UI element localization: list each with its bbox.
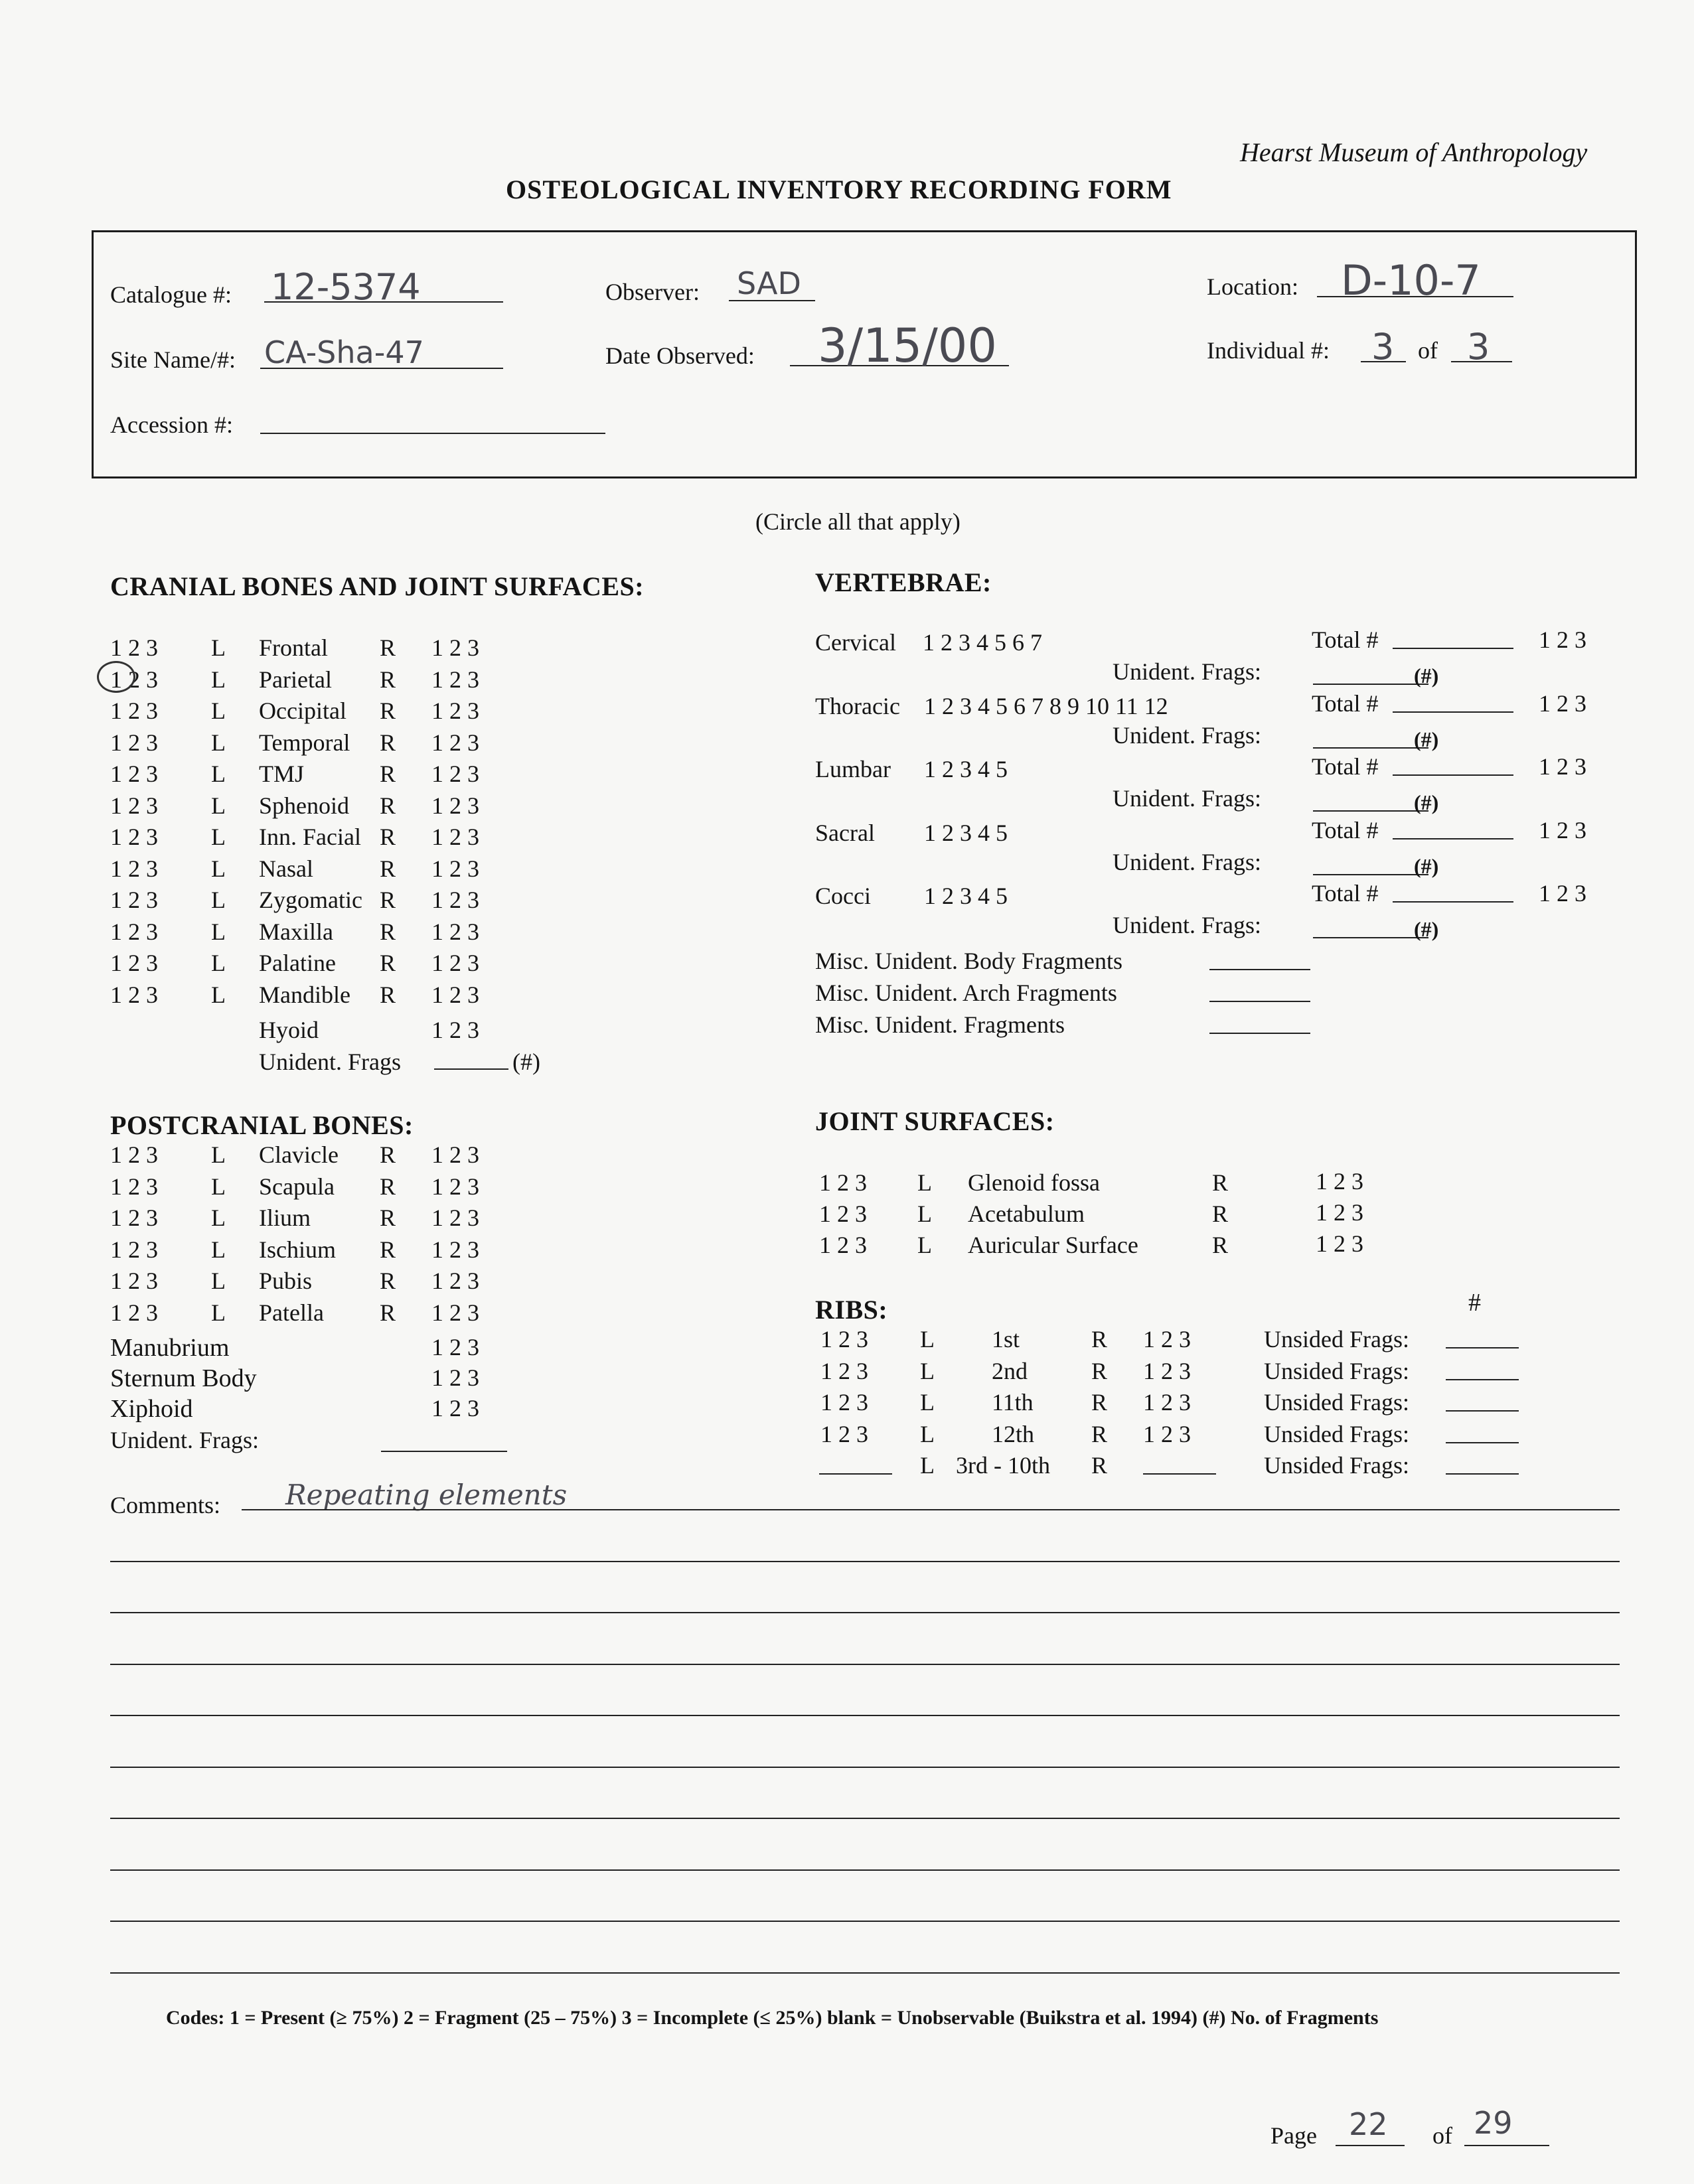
postcranial-left-codes[interactable]: 1 2 3	[110, 1173, 158, 1200]
rib-left-codes[interactable]: 1 2 3	[820, 1421, 868, 1447]
rib-mid-left-marker: L	[920, 1452, 935, 1479]
cranial-right-codes[interactable]: 1 2 3	[431, 887, 479, 913]
unsided-frags-label: Unsided Frags:	[1264, 1358, 1409, 1384]
misc-body-line[interactable]	[1209, 969, 1310, 970]
page-number[interactable]: 22	[1349, 2106, 1388, 2142]
rib-mid-label: 3rd - 10th	[956, 1452, 1050, 1479]
cranial-right-marker: R	[380, 729, 396, 756]
vertebrae-heading: VERTEBRAE:	[815, 567, 992, 597]
accession-line[interactable]	[260, 433, 605, 434]
postcranial-right-codes[interactable]: 1 2 3	[431, 1141, 479, 1168]
ribs-heading: RIBS:	[815, 1295, 888, 1325]
circle-mark	[97, 661, 135, 693]
postcranial-bone-label: Clavicle	[259, 1141, 339, 1168]
cranial-right-marker: R	[380, 697, 396, 724]
vertebra-region-label: Cervical	[815, 629, 896, 656]
postcranial-left-marker: L	[211, 1173, 226, 1200]
joint-heading: JOINT SURFACES:	[815, 1106, 1055, 1136]
rib-right-marker: R	[1091, 1358, 1108, 1384]
misc-arch-line[interactable]	[1209, 1001, 1310, 1002]
postcranial-heading: POSTCRANIAL BONES:	[110, 1110, 414, 1140]
page-total[interactable]: 29	[1474, 2105, 1513, 2141]
unsided-frags-label: Unsided Frags:	[1264, 1326, 1409, 1352]
vertebra-region-label: Thoracic	[815, 693, 900, 719]
cranial-bone-label: Occipital	[259, 697, 346, 724]
date-value[interactable]: 3/15/00	[818, 319, 997, 373]
cranial-right-codes[interactable]: 1 2 3	[431, 666, 479, 693]
comment-line[interactable]	[110, 1561, 1620, 1562]
vertebra-unident-label: Unident. Frags:	[1113, 849, 1261, 875]
vertebra-total-label: Total #	[1312, 817, 1379, 843]
postcranial-right-marker: R	[380, 1141, 396, 1168]
cranial-right-marker: R	[380, 824, 396, 850]
rib-left-codes[interactable]: 1 2 3	[820, 1358, 868, 1384]
vertebra-numbers[interactable]: 1 2 3 4 5	[924, 756, 1008, 782]
postcranial-left-codes[interactable]: 1 2 3	[110, 1141, 158, 1168]
cranial-bone-label: Nasal	[259, 855, 313, 882]
rib-right-codes[interactable]: 1 2 3	[1143, 1389, 1191, 1416]
codes-note: Codes: 1 = Present (≥ 75%) 2 = Fragment (25 – 75%) 3 = Incomplete (≤ 25%) blank = Unobservable (Buikstra et al. 1994) (#) No. of Fragments	[166, 2007, 1379, 2029]
page-label: Page	[1270, 2122, 1317, 2149]
sternum-codes[interactable]: 1 2 3	[431, 1364, 479, 1391]
postcranial-left-codes[interactable]: 1 2 3	[110, 1268, 158, 1294]
cranial-left-codes[interactable]: 1 2 3	[110, 761, 158, 787]
vertebra-numbers[interactable]: 1 2 3 4 5 6 7 8 9 10 11 12	[924, 693, 1168, 719]
postcranial-left-codes[interactable]: 1 2 3	[110, 1299, 158, 1326]
postcranial-left-codes[interactable]: 1 2 3	[110, 1236, 158, 1263]
cranial-left-marker: L	[211, 634, 226, 661]
vertebra-unident-mark: (#)	[1414, 790, 1439, 814]
vertebra-total-label: Total #	[1312, 880, 1379, 907]
cranial-right-codes[interactable]: 1 2 3	[431, 697, 479, 724]
cranial-right-marker: R	[380, 761, 396, 787]
rib-right-marker: R	[1091, 1326, 1108, 1352]
vertebra-numbers[interactable]: 1 2 3 4 5	[924, 883, 1008, 909]
cranial-right-marker: R	[380, 855, 396, 882]
cranial-left-codes[interactable]: 1 2 3	[110, 855, 158, 882]
rib-left-marker: L	[920, 1326, 935, 1352]
postcranial-right-marker: R	[380, 1204, 396, 1231]
cranial-left-codes[interactable]: 1 2 3	[110, 729, 158, 756]
postcranial-left-marker: L	[211, 1268, 226, 1294]
cranial-right-codes[interactable]: 1 2 3	[431, 824, 479, 850]
individual-total[interactable]: 3	[1467, 326, 1490, 368]
comments-label: Comments:	[110, 1492, 221, 1518]
vertebra-unident-label: Unident. Frags:	[1113, 785, 1261, 812]
postcranial-bone-label: Ischium	[259, 1236, 336, 1263]
vertebra-total-line[interactable]	[1393, 901, 1513, 903]
postcranial-left-marker: L	[211, 1236, 226, 1263]
circle-instruction: (Circle all that apply)	[755, 508, 961, 535]
joint-left-codes[interactable]: 1 2 3	[819, 1169, 867, 1196]
cranial-bone-label: Maxilla	[259, 918, 333, 945]
misc-frag-line[interactable]	[1209, 1033, 1310, 1034]
cranial-left-marker: L	[211, 887, 226, 913]
comments-value[interactable]: Repeating elements	[285, 1479, 568, 1511]
vertebra-unident-line[interactable]	[1313, 684, 1428, 685]
postcranial-right-codes[interactable]: 1 2 3	[431, 1204, 479, 1231]
cranial-bone-label: Frontal	[259, 634, 328, 661]
page-number-line	[1336, 2145, 1405, 2146]
vertebra-total-line[interactable]	[1393, 711, 1513, 713]
cranial-left-marker: L	[211, 666, 226, 693]
joint-left-codes[interactable]: 1 2 3	[819, 1232, 867, 1258]
comment-line[interactable]	[110, 1869, 1620, 1871]
vertebra-unident-line[interactable]	[1313, 747, 1428, 749]
vertebra-codes[interactable]: 1 2 3	[1539, 690, 1586, 717]
cranial-unident-mark: (#)	[512, 1049, 540, 1075]
unsided-frags-label: Unsided Frags:	[1264, 1421, 1409, 1447]
cranial-left-codes[interactable]: 1 2 3	[110, 824, 158, 850]
cranial-right-codes[interactable]: 1 2 3	[431, 855, 479, 882]
date-label: Date Observed:	[605, 342, 755, 369]
joint-right-codes[interactable]: 1 2 3	[1316, 1199, 1363, 1226]
of-label: of	[1418, 337, 1438, 364]
cranial-left-marker: L	[211, 761, 226, 787]
sternum-label: Sternum Body	[110, 1364, 257, 1392]
cranial-right-codes[interactable]: 1 2 3	[431, 982, 479, 1008]
cranial-left-marker: L	[211, 824, 226, 850]
vertebra-numbers[interactable]: 1 2 3 4 5	[924, 820, 1008, 846]
postcranial-right-codes[interactable]: 1 2 3	[431, 1268, 479, 1294]
cranial-right-codes[interactable]: 1 2 3	[431, 792, 479, 819]
vertebra-codes[interactable]: 1 2 3	[1539, 626, 1586, 653]
cranial-unident-line[interactable]	[434, 1068, 508, 1070]
comment-line[interactable]	[110, 1818, 1620, 1819]
cranial-right-marker: R	[380, 918, 396, 945]
unsided-frags-line[interactable]	[1446, 1410, 1519, 1412]
unsided-frags-line[interactable]	[1446, 1347, 1519, 1348]
joint-left-codes[interactable]: 1 2 3	[819, 1201, 867, 1227]
cranial-left-codes[interactable]: 1 2 3	[110, 697, 158, 724]
postcranial-right-marker: R	[380, 1299, 396, 1326]
vertebra-unident-line[interactable]	[1313, 937, 1428, 938]
rib-label: 11th	[992, 1389, 1034, 1416]
vertebra-unident-label: Unident. Frags:	[1113, 658, 1261, 685]
postcranial-bone-label: Patella	[259, 1299, 324, 1326]
site-label: Site Name/#:	[110, 346, 236, 373]
rib-left-codes[interactable]: 1 2 3	[820, 1326, 868, 1352]
joint-label: Glenoid fossa	[968, 1169, 1100, 1196]
rib-label: 2nd	[992, 1358, 1028, 1384]
rib-right-codes[interactable]: 1 2 3	[1143, 1421, 1191, 1447]
form-title: OSTEOLOGICAL INVENTORY RECORDING FORM	[506, 175, 1172, 204]
vertebra-region-label: Lumbar	[815, 756, 891, 782]
cranial-left-marker: L	[211, 855, 226, 882]
xiphoid-codes[interactable]: 1 2 3	[431, 1395, 479, 1421]
cranial-left-codes[interactable]: 1 2 3	[110, 634, 158, 661]
xiphoid-label: Xiphoid	[110, 1395, 193, 1423]
cranial-right-marker: R	[380, 634, 396, 661]
rib-right-marker: R	[1091, 1389, 1108, 1416]
unsided-frags-line[interactable]	[1446, 1379, 1519, 1380]
comment-line[interactable]	[110, 1612, 1620, 1613]
individual-label: Individual #:	[1207, 337, 1330, 364]
comment-line[interactable]	[110, 1972, 1620, 1974]
cranial-left-marker: L	[211, 982, 226, 1008]
rib-left-marker: L	[920, 1421, 935, 1447]
unsided-frags-label: Unsided Frags:	[1264, 1452, 1409, 1479]
rib-label: 12th	[992, 1421, 1035, 1447]
hyoid-codes[interactable]: 1 2 3	[431, 1017, 479, 1043]
joint-right-codes[interactable]: 1 2 3	[1316, 1168, 1363, 1195]
rib-mid-left-line[interactable]	[819, 1473, 892, 1475]
cranial-right-codes[interactable]: 1 2 3	[431, 634, 479, 661]
cranial-bone-label: Parietal	[259, 666, 332, 693]
location-label: Location:	[1207, 273, 1298, 300]
museum-name: Hearst Museum of Anthropology	[1240, 137, 1588, 167]
vertebra-codes[interactable]: 1 2 3	[1539, 817, 1586, 843]
rib-right-marker: R	[1091, 1421, 1108, 1447]
cranial-bone-label: TMJ	[259, 761, 305, 787]
vertebra-total-label: Total #	[1312, 690, 1379, 717]
vertebra-total-line[interactable]	[1393, 774, 1513, 776]
joint-right-marker: R	[1212, 1169, 1229, 1196]
cranial-left-codes[interactable]: 1 2 3	[110, 982, 158, 1008]
cranial-right-codes[interactable]: 1 2 3	[431, 729, 479, 756]
rib-left-codes[interactable]: 1 2 3	[820, 1389, 868, 1416]
postcranial-bone-label: Ilium	[259, 1204, 311, 1231]
cranial-left-codes[interactable]: 1 2 3	[110, 666, 158, 693]
accession-label: Accession #:	[110, 411, 233, 438]
cranial-left-codes[interactable]: 1 2 3	[110, 918, 158, 945]
cranial-right-codes[interactable]: 1 2 3	[431, 761, 479, 787]
rib-label: 1st	[992, 1326, 1020, 1352]
page-total-line	[1464, 2145, 1549, 2146]
cranial-bone-label: Mandible	[259, 982, 350, 1008]
joint-right-marker: R	[1212, 1232, 1229, 1258]
postcranial-right-marker: R	[380, 1173, 396, 1200]
vertebra-unident-line[interactable]	[1313, 874, 1428, 875]
postcranial-unident-line[interactable]	[381, 1451, 507, 1452]
vertebra-codes[interactable]: 1 2 3	[1539, 880, 1586, 907]
ribs-hash: #	[1468, 1289, 1481, 1317]
vertebra-region-label: Sacral	[815, 820, 875, 846]
manubrium-label: Manubrium	[110, 1334, 230, 1362]
vertebra-codes[interactable]: 1 2 3	[1539, 753, 1586, 780]
vertebra-region-label: Cocci	[815, 883, 871, 909]
manubrium-codes[interactable]: 1 2 3	[431, 1334, 479, 1360]
cranial-left-marker: L	[211, 697, 226, 724]
vertebra-unident-line[interactable]	[1313, 810, 1428, 812]
misc-arch-label: Misc. Unident. Arch Fragments	[815, 980, 1117, 1006]
hyoid-label: Hyoid	[259, 1017, 319, 1043]
joint-left-marker: L	[917, 1169, 932, 1196]
cranial-bone-label: Inn. Facial	[259, 824, 361, 850]
unsided-frags-line[interactable]	[1446, 1442, 1519, 1443]
postcranial-right-codes[interactable]: 1 2 3	[431, 1299, 479, 1326]
vertebra-total-line[interactable]	[1393, 648, 1513, 649]
page-of-label: of	[1432, 2122, 1452, 2149]
joint-label: Auricular Surface	[968, 1232, 1138, 1258]
cranial-bone-label: Palatine	[259, 950, 336, 976]
rib-right-codes[interactable]: 1 2 3	[1143, 1326, 1191, 1352]
comment-line[interactable]	[110, 1715, 1620, 1716]
postcranial-right-codes[interactable]: 1 2 3	[431, 1173, 479, 1200]
postcranial-bone-label: Pubis	[259, 1268, 313, 1294]
postcranial-unident-label: Unident. Frags:	[110, 1427, 259, 1453]
vertebra-total-line[interactable]	[1393, 838, 1513, 839]
comment-line[interactable]	[110, 1921, 1620, 1922]
rib-right-codes[interactable]: 1 2 3	[1143, 1358, 1191, 1384]
postcranial-left-marker: L	[211, 1299, 226, 1326]
cranial-left-codes[interactable]: 1 2 3	[110, 792, 158, 819]
cranial-bone-label: Temporal	[259, 729, 350, 756]
observer-value[interactable]: SAD	[737, 265, 801, 301]
cranial-left-marker: L	[211, 729, 226, 756]
comment-line[interactable]	[242, 1509, 1620, 1510]
vertebra-total-label: Total #	[1312, 753, 1379, 780]
joint-left-marker: L	[917, 1201, 932, 1227]
catalogue-value[interactable]: 12-5374	[271, 266, 421, 308]
observer-label: Observer:	[605, 279, 700, 305]
postcranial-left-marker: L	[211, 1204, 226, 1231]
cranial-left-codes[interactable]: 1 2 3	[110, 887, 158, 913]
joint-right-marker: R	[1212, 1201, 1229, 1227]
postcranial-left-codes[interactable]: 1 2 3	[110, 1204, 158, 1231]
rib-mid-right-marker: R	[1091, 1452, 1108, 1479]
comment-line[interactable]	[110, 1664, 1620, 1665]
cranial-right-marker: R	[380, 792, 396, 819]
cranial-bone-label: Zygomatic	[259, 887, 362, 913]
cranial-left-marker: L	[211, 918, 226, 945]
vertebra-unident-mark: (#)	[1414, 917, 1439, 941]
unsided-frags-label: Unsided Frags:	[1264, 1389, 1409, 1416]
postcranial-bone-label: Scapula	[259, 1173, 335, 1200]
cranial-right-marker: R	[380, 982, 396, 1008]
cranial-left-codes[interactable]: 1 2 3	[110, 950, 158, 976]
misc-frag-label: Misc. Unident. Fragments	[815, 1011, 1065, 1038]
joint-label: Acetabulum	[968, 1201, 1085, 1227]
cranial-heading: CRANIAL BONES AND JOINT SURFACES:	[110, 571, 645, 601]
rib-left-marker: L	[920, 1358, 935, 1384]
vertebra-total-label: Total #	[1312, 626, 1379, 653]
postcranial-right-marker: R	[380, 1236, 396, 1263]
rib-left-marker: L	[920, 1389, 935, 1416]
vertebra-unident-mark: (#)	[1414, 664, 1439, 688]
cranial-right-marker: R	[380, 887, 396, 913]
vertebra-numbers[interactable]: 1 2 3 4 5 6 7	[923, 629, 1042, 656]
unsided-frags-line[interactable]	[1446, 1473, 1519, 1475]
postcranial-left-marker: L	[211, 1141, 226, 1168]
joint-left-marker: L	[917, 1232, 932, 1258]
cranial-right-codes[interactable]: 1 2 3	[431, 950, 479, 976]
location-value[interactable]: D-10-7	[1341, 256, 1481, 305]
site-value[interactable]: CA-Sha-47	[264, 334, 424, 370]
postcranial-right-marker: R	[380, 1268, 396, 1294]
rib-mid-right-line[interactable]	[1143, 1473, 1216, 1475]
vertebra-unident-label: Unident. Frags:	[1113, 912, 1261, 938]
misc-body-label: Misc. Unident. Body Fragments	[815, 948, 1122, 974]
cranial-right-codes[interactable]: 1 2 3	[431, 918, 479, 945]
cranial-bone-label: Sphenoid	[259, 792, 350, 819]
cranial-left-marker: L	[211, 950, 226, 976]
cranial-left-marker: L	[211, 792, 226, 819]
individual-value[interactable]: 3	[1371, 326, 1395, 368]
postcranial-right-codes[interactable]: 1 2 3	[431, 1236, 479, 1263]
comment-line[interactable]	[110, 1767, 1620, 1768]
vertebra-unident-label: Unident. Frags:	[1113, 722, 1261, 749]
joint-right-codes[interactable]: 1 2 3	[1316, 1230, 1363, 1257]
vertebra-unident-mark: (#)	[1414, 727, 1439, 751]
catalogue-label: Catalogue #:	[110, 281, 232, 308]
cranial-right-marker: R	[380, 950, 396, 976]
cranial-right-marker: R	[380, 666, 396, 693]
cranial-unident-label: Unident. Frags	[259, 1049, 401, 1075]
vertebra-unident-mark: (#)	[1414, 854, 1439, 878]
